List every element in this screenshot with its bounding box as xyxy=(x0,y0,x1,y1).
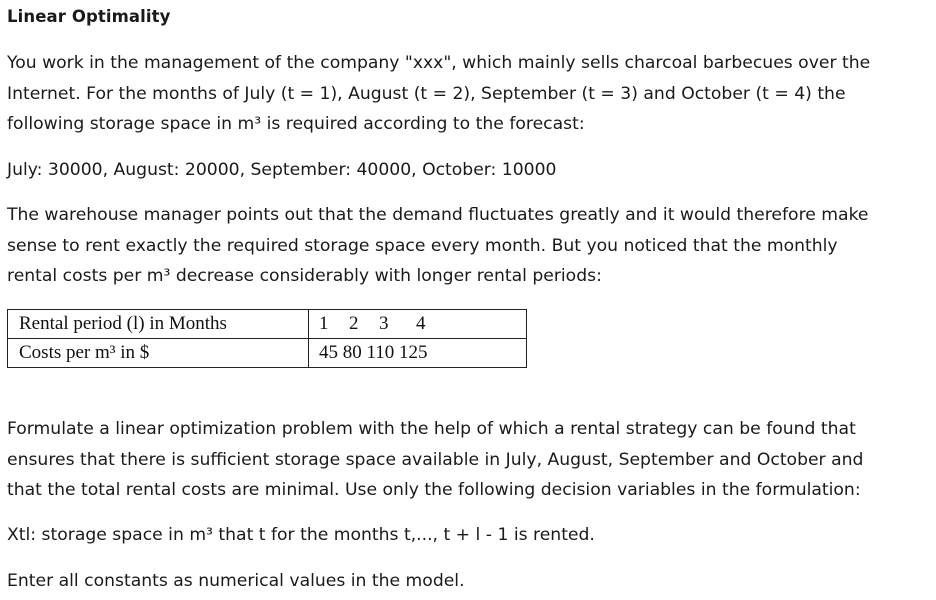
rental-period-label xyxy=(8,310,309,339)
costs-label-text: Costs per m³ in $ xyxy=(19,342,150,363)
rental-period-4: 4 xyxy=(416,313,426,334)
warehouse-line-3: rental costs per m³ decrease considerably with longer rental periods: xyxy=(7,266,602,286)
warehouse-paragraph xyxy=(7,200,868,292)
costs-values xyxy=(309,339,527,368)
rental-period-2: 2 xyxy=(349,313,359,334)
decision-variable-line: Xtl: storage space in m³ that t for the months t,..., t + l - 1 is rented. xyxy=(7,525,595,545)
task-line-2: ensures that there is sufficient storage space available in July, August, September and October and xyxy=(7,449,864,470)
rental-period-3: 3 xyxy=(379,313,389,334)
cost-1: 45 xyxy=(319,342,338,363)
intro-line-3: following storage space in m³ is required according to the forecast: xyxy=(7,114,585,134)
intro-paragraph xyxy=(7,48,870,140)
rental-period-label-text: Rental period (l) in Months xyxy=(19,313,227,334)
warehouse-line-2: sense to rent exactly the required storage space every month. But you noticed that the monthly xyxy=(7,235,838,256)
cost-4: 125 xyxy=(399,342,428,363)
table-row-rental-period xyxy=(8,310,527,339)
rental-period-1: 1 xyxy=(319,313,329,334)
forecast-line: July: 30000, August: 20000, September: 40000, October: 10000 xyxy=(7,160,557,180)
document-title: Linear Optimality xyxy=(7,7,171,26)
rental-period-values xyxy=(309,310,527,339)
cost-2: 80 xyxy=(342,342,362,363)
task-paragraph xyxy=(7,414,863,506)
cost-3: 110 xyxy=(366,342,395,363)
intro-line-1: You work in the management of the company "xxx", which mainly sells charcoal barbecues over the xyxy=(7,53,871,73)
costs-label xyxy=(8,339,309,368)
intro-line-2: Internet. For the months of July (t = 1), August (t = 2), September (t = 3) and October (t = 4) the xyxy=(7,83,846,104)
table-row-costs xyxy=(8,339,527,368)
closing-line: Enter all constants as numerical values in the model. xyxy=(7,571,465,591)
task-line-3: that the total rental costs are minimal. Use only the following decision variables in the formulation: xyxy=(7,480,861,500)
task-line-1: Formulate a linear optimization problem with the help of which a rental strategy can be found that xyxy=(7,419,856,439)
rental-cost-table xyxy=(7,309,527,368)
warehouse-line-1: The warehouse manager points out that the demand fluctuates greatly and it would therefore make xyxy=(7,205,869,225)
